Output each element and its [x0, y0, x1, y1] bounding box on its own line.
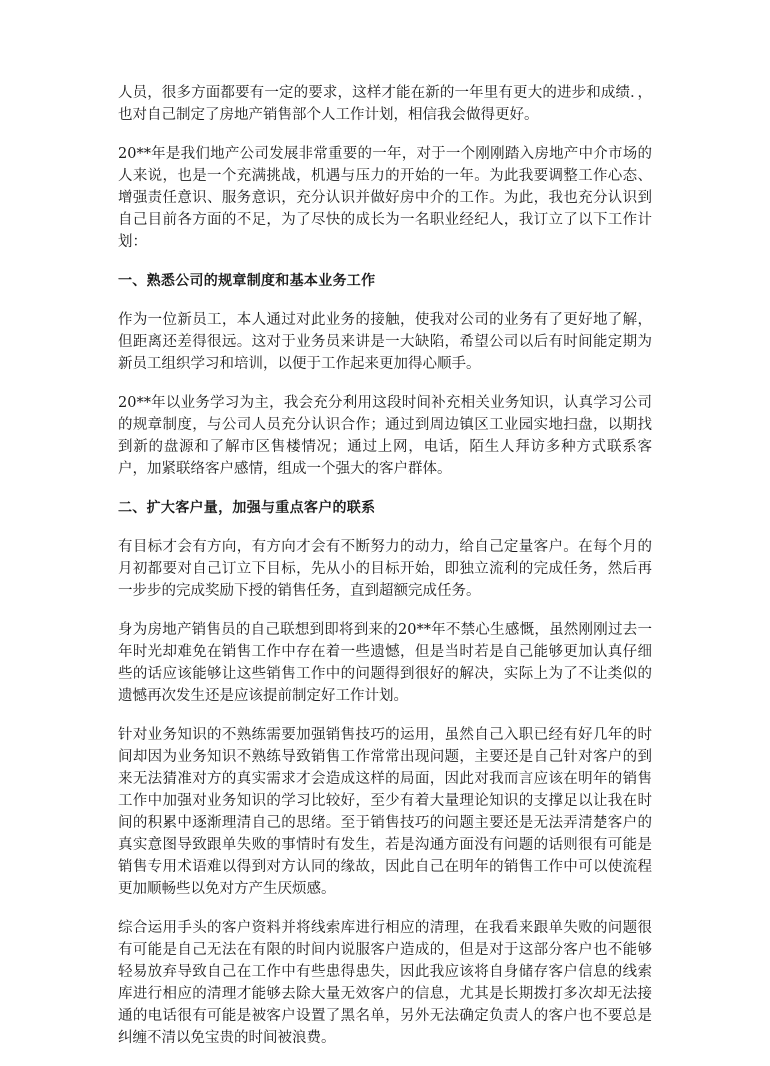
paragraph-targets: 有目标才会有方向，有方向才会有不断努力的动力，给自己定量客户。在每个月的月初都要对自己订立下目标，先从小的目标开始，即独立流利的完成任务，然后再一步步的完成奖励下授的销售任务，直到超额完成任务。: [118, 539, 652, 599]
section-heading-1: 一、熟悉公司的规章制度和基本业务工作: [118, 273, 376, 289]
paragraph-reflection: 身为房地产销售员的自己联想到即将到来的20**年不禁心生感慨，虽然刚刚过去一年时光却难免在销售工作中存在着一些遗憾，但是当时若是自己能够更加认真仔细些的话应该能够让这些销售工作中的问题得到很好的解决，实际上为了不让类似的遗憾再次发生还是应该提前制定好工作计划。: [118, 622, 652, 704]
paragraph-business-study: 20**年以业务学习为主，我会充分利用这段时间补充相关业务知识，认真学习公司的规章制度，与公司人员充分认识合作；通过到周边镇区工业园实地扫盘，以期找到新的盘源和了解市区售楼情况；通过上网，电话，陌生人拜访多种方式联系客户，加紧联络客户感情，组成一个强大的客户群体。: [118, 395, 652, 477]
paragraph-year-overview: 20**年是我们地产公司发展非常重要的一年，对于一个刚刚踏入房地产中介市场的人来说，也是一个充满挑战，机遇与压力的开始的一年。为此我要调整工作心态、增强责任意识、服务意识，充分认识并做好房中介的工作。为此，我也充分认识到自己目前各方面的不足，为了尽快的成长为一名职业经纪人，我订立了以下工作计划：: [118, 146, 652, 250]
paragraph-sales-skills: 针对业务知识的不熟练需要加强销售技巧的运用，虽然自己入职已经有好几年的时间却因为业务知识不熟练导致销售工作常常出现问题，主要还是自己针对客户的到来无法猜准对方的真实需求才会造成这样的局面，因此对我而言应该在明年的销售工作中加强对业务知识的学习比较好，至少有着大量理论知识的支撑足以让我在时间的积累中逐渐理清自己的思绪。至于销售技巧的问题主要还是无法弄清楚客户的真实意图导致跟单失败的事情时有发生，若是沟通方面没有问题的话则很有可能是销售专用术语难以得到对方认同的缘故，因此自己在明年的销售工作中可以使流程更加顺畅些以免对方产生厌烦感。: [118, 727, 652, 897]
paragraph-new-employee: 作为一位新员工，本人通过对此业务的接触，使我对公司的业务有了更好地了解，但距离还差得很远。这对于业务员来讲是一大缺陷，希望公司以后有时间能定期为新员工组织学习和培训，以便于工作起来更加得心顺手。: [118, 312, 652, 372]
paragraph-client-database: 综合运用手头的客户资料并将线索库进行相应的清理，在我看来跟单失败的问题很有可能是自己无法在有限的时间内说服客户造成的，但是对于这部分客户也不能够轻易放弃导致自己在工作中有些患得患失，因此我应该将自身储存客户信息的线索库进行相应的清理才能够去除大量无效客户的信息，尤其是长期拨打多次却无法接通的电话很有可能是被客户设置了黑名单，另外无法确定负责人的客户也不要总是纠缠不清以免宝贵的时间被浪费。: [118, 920, 652, 1046]
paragraph-intro-continued: 人员，很多方面都要有一定的要求，这样才能在新的一年里有更大的进步和成绩．，也对自己制定了房地产销售部个人工作计划，相信我会做得更好。: [118, 85, 652, 123]
section-heading-2: 二、扩大客户量，加强与重点客户的联系: [118, 500, 376, 516]
document-body: [118, 82, 652, 1066]
